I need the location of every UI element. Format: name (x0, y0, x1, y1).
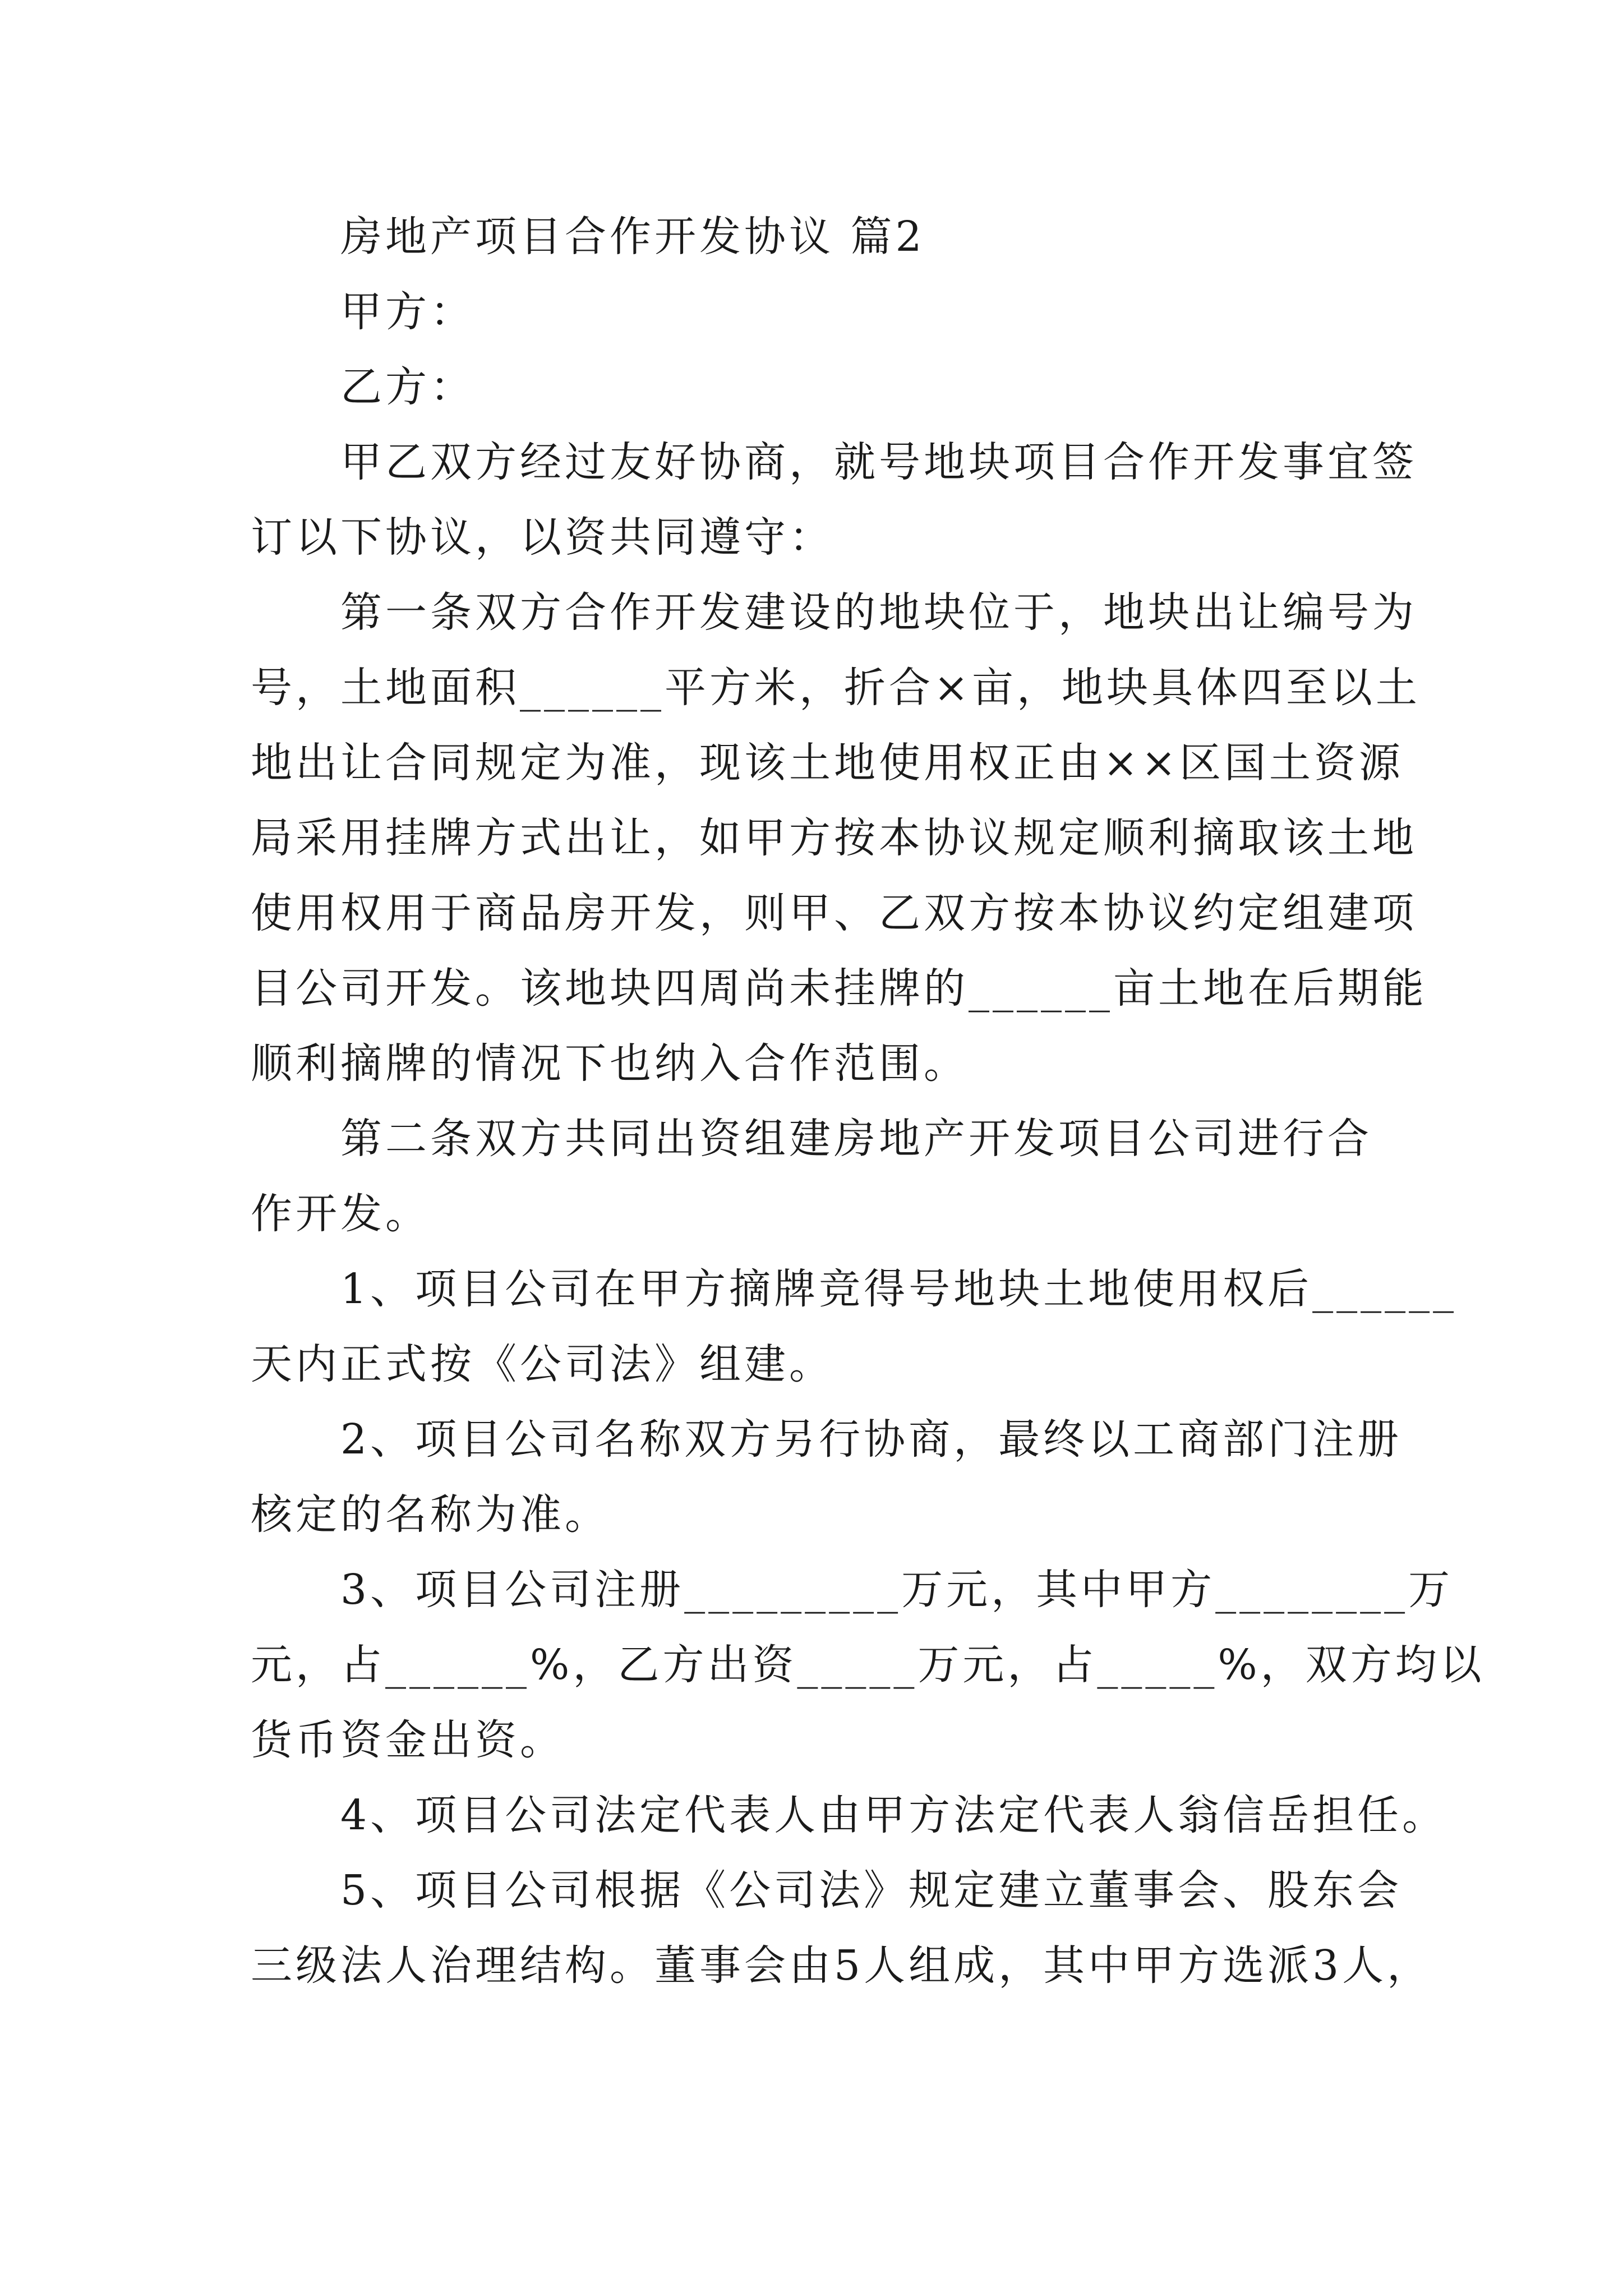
party-b-line: 乙方： (340, 363, 475, 411)
article-2-line: 第二条双方共同出资组建房地产开发项目公司进行合 (340, 1115, 1372, 1163)
clause-1-line: 1、项目公司在甲方摘牌竞得号地块土地使用权后______ (340, 1265, 1458, 1313)
clause-1-line: 天内正式按《公司法》组建。 (251, 1340, 834, 1388)
article-1-line: 第一条双方合作开发建设的地块位于，地块出让编号为 (340, 588, 1417, 637)
intro-paragraph-line: 订以下协议，以资共同遵守： (251, 513, 834, 562)
party-a-line: 甲方： (340, 288, 475, 336)
clause-5-line: 5、项目公司根据《公司法》规定建立董事会、股东会 (340, 1866, 1403, 1915)
article-2-line: 作开发。 (251, 1190, 430, 1238)
clause-3-line: 元，占______%，乙方出资_____万元，占_____%，双方均以 (251, 1641, 1485, 1689)
article-1-line: 号，土地面积______平方米，折合×亩，地块具体四至以土 (251, 664, 1421, 712)
article-1-line: 使用权用于商品房开发，则甲、乙双方按本协议约定组建项 (251, 889, 1417, 937)
clause-2-line: 核定的名称为准。 (251, 1490, 610, 1539)
clause-3-line: 货币资金出资。 (251, 1716, 565, 1764)
clause-4-line: 4、项目公司法定代表人由甲方法定代表人翁信岳担任。 (340, 1791, 1447, 1839)
document-title: 房地产项目合作开发协议 篇2 (340, 213, 925, 261)
article-1-line: 局采用挂牌方式出让，如甲方按本协议规定顺利摘取该土地 (251, 814, 1417, 862)
clause-3-line: 3、项目公司注册_________万元，其中甲方________万 (340, 1566, 1454, 1614)
clause-5-line: 三级法人治理结构。董事会由5人组成，其中甲方选派3人， (251, 1941, 1432, 1990)
intro-paragraph-line: 甲乙双方经过友好协商，就号地块项目合作开发事宜签 (340, 438, 1417, 486)
clause-2-line: 2、项目公司名称双方另行协商，最终以工商部门注册 (340, 1415, 1403, 1464)
article-1-line: 地出让合同规定为准，现该土地使用权正由××区国土资源 (251, 739, 1404, 787)
article-1-line: 目公司开发。该地块四周尚未挂牌的______亩土地在后期能 (251, 964, 1427, 1013)
article-1-line: 顺利摘牌的情况下也纳入合作范围。 (251, 1039, 969, 1088)
